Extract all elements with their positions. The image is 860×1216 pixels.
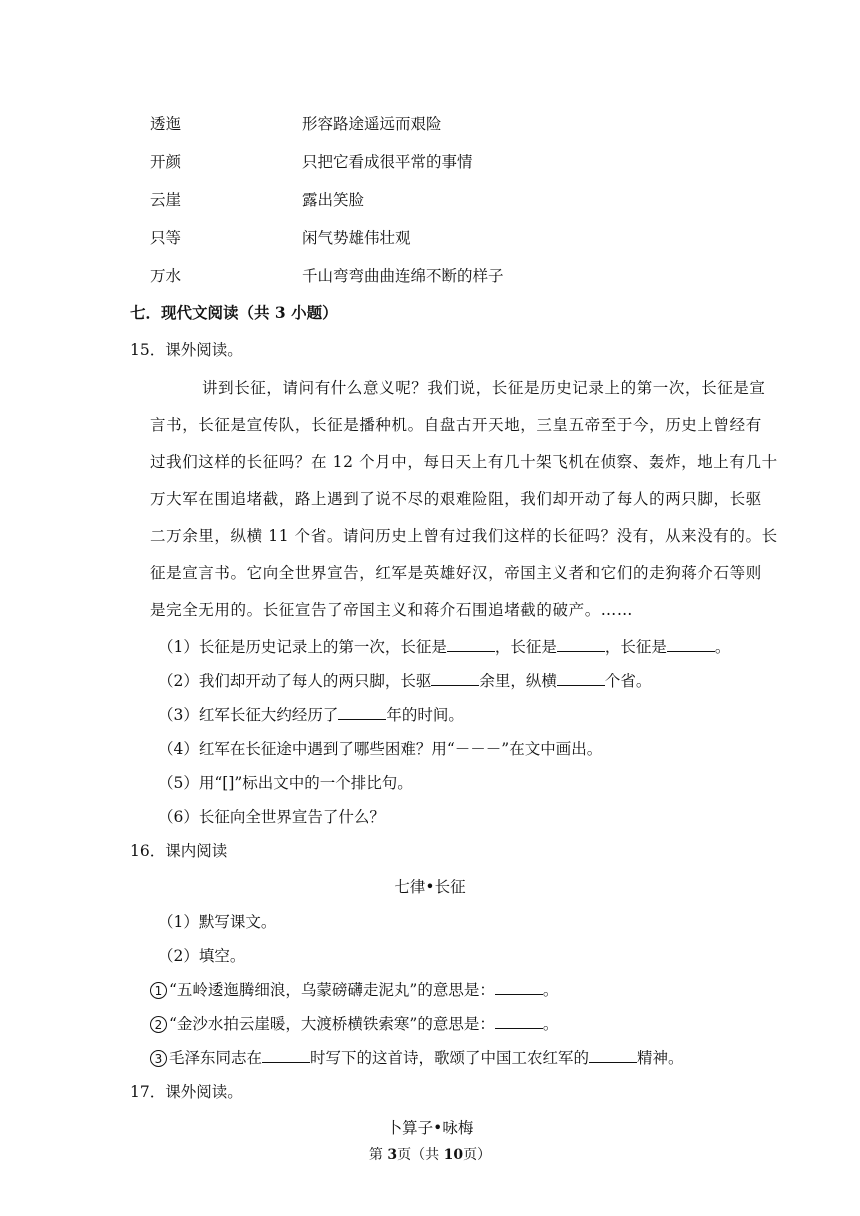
answer-blank[interactable]: [589, 1048, 637, 1063]
passage-line: 讲到长征，请问有什么意义呢？我们说，长征是历史记录上的第一次，长征是宣: [202, 379, 766, 397]
match-term: 只等: [150, 229, 182, 247]
answer-blank[interactable]: [495, 1014, 543, 1029]
page-footer: 第 3页（共 10页）: [368, 1147, 492, 1163]
answer-blank[interactable]: [447, 637, 495, 652]
passage-line: 征是宣言书。它向全世界宣告，红军是英雄好汉，帝国主义者和它们的走狗蒋介石等则: [150, 564, 762, 582]
passage-line: 过我们这样的长征吗？在 12 个月中，每日天上有几十架飞机在侦察、轰炸，地上有几十: [150, 453, 778, 471]
sub-question-6: （6）长征向全世界宣告了什么？: [158, 808, 385, 826]
sub-question-2: （2）我们却开动了每人的两只脚，长驱 余里，纵横 个省。: [158, 672, 652, 690]
match-definition: 千山弯弯曲曲连绵不断的样子: [302, 267, 504, 285]
circled-number: 3: [150, 1050, 167, 1067]
match-term: 云崖: [150, 191, 182, 209]
sub-question-2: （2）填空。: [158, 947, 246, 965]
sub-question-1: （1）默写课文。: [158, 913, 277, 931]
sub-question-1: （1）长征是历史记录上的第一次，长征是 ，长征是 ，长征是 。: [158, 638, 731, 656]
answer-blank[interactable]: [495, 980, 543, 995]
match-definition: 形容路途遥远而艰险: [302, 115, 442, 133]
fill-item-2: 2 “金沙水拍云崖暖，大渡桥横铁索寒”的意思是： 。: [150, 1014, 558, 1034]
answer-blank[interactable]: [431, 671, 479, 686]
circled-number: 2: [150, 1016, 167, 1033]
passage-line: 二万余里，纵横 11 个省。请问历史上曾有过我们这样的长征吗？没有，从来没有的。长: [150, 527, 778, 545]
sub-question-5: （5）用“[]”标出文中的一个排比句。: [158, 774, 413, 792]
page-number: 3: [387, 1147, 398, 1163]
match-term: 开颜: [150, 153, 182, 171]
passage-line: 言书，长征是宣传队，长征是播种机。自盘古开天地，三皇五帝至于今，历史上曾经有: [150, 416, 762, 434]
passage-line: 是完全无用的。长征宣告了帝国主义和蒋介石围追堵截的破产。……: [150, 601, 634, 619]
match-term: 透迤: [150, 115, 182, 133]
page-total: 10: [443, 1147, 464, 1163]
sub-question-3: （3）红军长征大约经历了 年的时间。: [158, 706, 464, 724]
answer-blank[interactable]: [338, 705, 386, 720]
answer-blank[interactable]: [262, 1048, 310, 1063]
question-title: 17．课外阅读。: [130, 1083, 243, 1101]
question-title: 16．课内阅读: [130, 842, 228, 860]
match-term: 万水: [150, 267, 182, 285]
match-definition: 只把它看成很平常的事情: [302, 153, 473, 171]
circled-number: 1: [150, 982, 167, 999]
poem-title: 卜算子•咏梅: [386, 1119, 474, 1137]
fill-item-1: 1 “五岭逶迤腾细浪，乌蒙磅礴走泥丸”的意思是： 。: [150, 980, 558, 1000]
sub-question-4: （4）红军在长征途中遇到了哪些困难？用“－－－”在文中画出。: [158, 740, 603, 758]
match-definition: 露出笑脸: [302, 191, 365, 209]
fill-item-3: 3 毛泽东同志在 时写下的这首诗，歌颂了中国工农红军的 精神。: [150, 1048, 684, 1068]
question-title: 15．课外阅读。: [130, 341, 243, 359]
answer-blank[interactable]: [557, 671, 605, 686]
section-heading: 七．现代文阅读（共 3 小题）: [130, 303, 338, 322]
match-definition: 闲气势雄伟壮观: [302, 229, 411, 247]
answer-blank[interactable]: [557, 637, 605, 652]
poem-title: 七律•长征: [394, 878, 466, 896]
passage-line: 万大军在围追堵截，路上遇到了说不尽的艰难险阻，我们却开动了每人的两只脚，长驱: [150, 490, 762, 508]
answer-blank[interactable]: [667, 637, 715, 652]
